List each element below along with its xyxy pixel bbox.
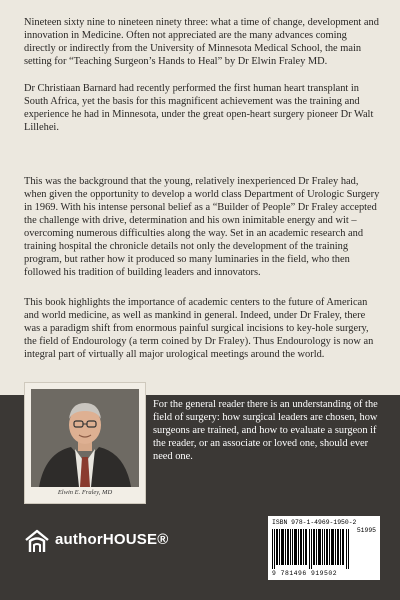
- ean-digits: 9 781496 919502: [272, 570, 338, 577]
- isbn-label: ISBN 978-1-4969-1950-2: [272, 519, 357, 526]
- general-reader-paragraph: For the general reader there is an understanding of the field of surgery: how surgical leaders are chosen, how surgeons are trained, and how to evaluate a surgeon if the reader, or an associate or loved one, should ever need one.: [153, 399, 378, 462]
- photo-caption: Elwin E. Fraley, MD: [57, 489, 113, 496]
- publisher-name: authorHOUSE®: [55, 531, 169, 548]
- paragraph-barnard: Dr Christiaan Barnard had recently performed the first human heart transplant in South Africa, yet the basis for this magnificent achievement was the training and experience he had in Minnesota, under the great open-heart surgery pioneer Dr Walt Lillehei.: [24, 83, 374, 133]
- publisher-house-icon: [24, 528, 50, 554]
- paragraph-intro: Nineteen sixty nine to nineteen ninety three: what a time of change, development and innovation in Medicine. Often not appreciated are the many advances coming directly or indirectly from the University of Minnesota Medical School, the main setting for “Teaching Surgeon’s Hands to Heal” by Dr Elwin Fraley MD.: [24, 17, 379, 67]
- paragraph-highlights: This book highlights the importance of academic centers to the future of American and world medicine, as well as mankind in general. Indeed, under Dr Fraley, there was a paradigm shift from enormous painful surgical incisions to key-hole surgery, the field of Endourology (a term coined by Dr Fraley). Thus Endourology is now an integral part of virtually all major urological meetings around the world.: [24, 297, 374, 360]
- author-photo-frame: [24, 382, 146, 504]
- price-code: 51995: [356, 527, 376, 534]
- barcode-bars: [272, 529, 352, 569]
- paragraph-background: This was the background that the young, relatively inexperienced Dr Fraley had, when given the opportunity to develop a world class Department of Urologic Surgery in 1969. With his intense personal belief as a “Builder of People” Dr Fraley accepted the challenge with drive, determination and his own inimitable energy and wit – overcoming numerous difficulties along the way. Set in an academic research and training hospital the chronicle details not only the development of the training program, but rather how it produced so many luminaries in the field, who then followed his tradition of building leaders and innovators.: [24, 176, 380, 278]
- author-portrait-illustration: [31, 389, 139, 487]
- isbn-barcode: [268, 516, 380, 580]
- author-photo: [31, 389, 139, 487]
- publisher-logo: [24, 528, 184, 554]
